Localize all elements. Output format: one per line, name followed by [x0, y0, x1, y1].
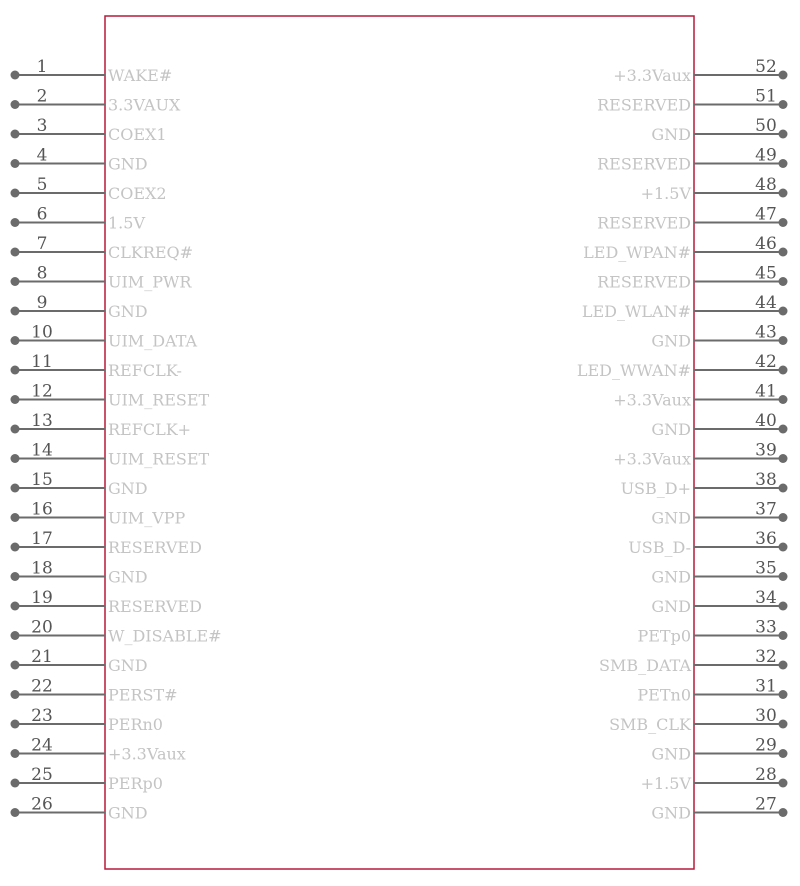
pin-number: 22 [31, 676, 53, 697]
component-outline [105, 16, 694, 869]
pin-46 [583, 234, 787, 262]
pin-number: 19 [31, 588, 53, 608]
pin-26 [11, 795, 148, 823]
pin-label: LED_WPAN# [583, 243, 691, 262]
pin-terminal-dot [779, 130, 788, 139]
pin-terminal-dot [779, 71, 788, 80]
pin-label: +3.3Vaux [108, 744, 186, 764]
pin-21 [11, 647, 148, 675]
pin-terminal-dot [11, 248, 20, 257]
pin-number: 28 [755, 765, 777, 785]
pin-label: GND [651, 744, 691, 764]
pin-38 [621, 470, 788, 498]
pin-terminal-dot [11, 307, 20, 316]
pin-label: RESERVED [597, 272, 691, 292]
pin-terminal-dot [11, 661, 20, 670]
pin-15 [11, 470, 148, 498]
pin-19 [11, 588, 202, 616]
pin-8 [11, 264, 193, 292]
pin-number: 10 [31, 322, 53, 343]
pin-number: 25 [31, 765, 53, 785]
pin-label: GND [651, 567, 691, 587]
pin-number: 45 [755, 263, 777, 284]
pin-terminal-dot [779, 159, 788, 168]
pin-label: LED_WWAN# [576, 361, 691, 380]
pin-18 [11, 559, 148, 587]
pin-label: +1.5V [640, 774, 691, 793]
pin-number: 9 [36, 293, 48, 313]
pin-label: GND [108, 154, 148, 174]
pin-label: WAKE# [108, 66, 173, 85]
pin-33 [637, 618, 787, 646]
pin-label: GND [108, 656, 148, 675]
pin-number: 42 [755, 352, 777, 372]
pin-terminal-dot [779, 248, 788, 257]
pin-label: REFCLK- [108, 361, 182, 380]
pin-40 [651, 411, 787, 439]
pin-22 [11, 677, 178, 705]
pin-terminal-dot [11, 543, 20, 552]
pin-number: 15 [31, 470, 53, 490]
pin-terminal-dot [779, 661, 788, 670]
pin-terminal-dot [11, 159, 20, 168]
pin-terminal-dot [11, 690, 20, 699]
pin-terminal-dot [11, 749, 20, 758]
pin-number: 1 [36, 57, 48, 77]
pin-20 [11, 618, 222, 646]
pin-number: 46 [755, 234, 777, 254]
pin-16 [11, 500, 186, 528]
pin-label: UIM_DATA [108, 331, 198, 351]
pin-terminal-dot [779, 189, 788, 198]
pin-number: 43 [755, 322, 777, 343]
pin-terminal-dot [11, 130, 20, 139]
pin-terminal-dot [11, 395, 20, 404]
pin-10 [11, 323, 198, 351]
pin-number: 11 [31, 352, 53, 372]
pin-terminal-dot [11, 572, 20, 581]
pin-label: COEX1 [108, 125, 167, 144]
pin-50 [651, 116, 787, 144]
pin-number: 6 [36, 204, 48, 225]
pin-35 [651, 559, 787, 587]
pin-12 [11, 382, 210, 410]
pin-label: 1.5V [108, 213, 145, 233]
pin-number: 36 [755, 529, 777, 549]
pin-terminal-dot [779, 631, 788, 640]
pin-label: USB_D- [628, 538, 691, 557]
pin-terminal-dot [11, 602, 20, 611]
pin-terminal-dot [779, 808, 788, 817]
pin-terminal-dot [779, 602, 788, 611]
pin-34 [651, 588, 787, 616]
pin-label: 3.3VAUX [108, 95, 181, 115]
pin-number: 40 [755, 411, 777, 431]
pin-17 [11, 529, 202, 557]
pin-37 [651, 500, 787, 528]
pin-39 [613, 441, 787, 469]
pin-terminal-dot [779, 454, 788, 463]
pin-number: 24 [31, 735, 53, 756]
pin-label: RESERVED [597, 154, 691, 174]
pin-25 [11, 765, 163, 793]
left-pin-column [11, 57, 222, 823]
pin-terminal-dot [11, 513, 20, 522]
pin-1 [11, 57, 173, 85]
pin-number: 41 [755, 381, 777, 402]
pin-number: 5 [36, 175, 48, 195]
pin-label: GND [651, 125, 691, 144]
pin-number: 8 [36, 263, 48, 284]
pin-14 [11, 441, 210, 469]
pin-23 [11, 706, 163, 734]
pin-label: CLKREQ# [108, 243, 194, 262]
pin-number: 26 [31, 794, 53, 815]
pin-42 [577, 352, 788, 380]
pin-label: +3.3Vaux [613, 66, 691, 85]
pin-label: +3.3Vaux [613, 449, 691, 469]
pin-terminal-dot [779, 307, 788, 316]
pin-terminal-dot [11, 277, 20, 286]
pin-terminal-dot [11, 366, 20, 375]
pin-terminal-dot [779, 484, 788, 493]
pin-label: PERn0 [108, 715, 163, 734]
pin-43 [651, 323, 787, 351]
pin-label: SMB_DATA [599, 656, 691, 675]
pin-41 [613, 382, 787, 410]
pin-label: GND [108, 479, 148, 498]
pin-48 [641, 175, 788, 203]
pin-label: +1.5V [640, 184, 691, 203]
pin-number: 51 [755, 86, 777, 107]
pin-label: GND [651, 597, 691, 616]
pin-44 [582, 293, 788, 321]
pin-number: 37 [755, 499, 777, 520]
pin-51 [597, 87, 787, 115]
pin-label: +3.3Vaux [613, 390, 691, 410]
pin-number: 14 [31, 440, 53, 461]
pin-label: SMB_CLK [609, 715, 691, 734]
pin-label: PETp0 [637, 626, 691, 646]
pin-28 [641, 765, 788, 793]
pin-terminal-dot [11, 808, 20, 817]
pin-number: 35 [755, 558, 777, 579]
pin-5 [11, 175, 167, 203]
pin-terminal-dot [779, 425, 788, 434]
pin-label: GND [651, 420, 691, 439]
pin-36 [628, 529, 787, 557]
pin-number: 29 [755, 735, 777, 756]
pin-label: W_DISABLE# [108, 626, 222, 646]
pin-terminal-dot [779, 366, 788, 375]
pin-number: 50 [755, 116, 777, 136]
pin-terminal-dot [11, 484, 20, 493]
pin-number: 52 [755, 57, 777, 77]
pin-number: 47 [755, 204, 777, 225]
pin-number: 44 [755, 293, 777, 313]
pin-terminal-dot [779, 513, 788, 522]
pin-6 [11, 205, 146, 233]
pin-label: GND [651, 803, 691, 823]
pin-29 [651, 736, 787, 764]
pin-terminal-dot [779, 277, 788, 286]
pin-terminal-dot [779, 779, 788, 788]
pin-11 [11, 352, 182, 380]
pin-label: PETn0 [637, 685, 691, 705]
pin-number: 4 [36, 145, 48, 166]
pin-label: GND [108, 302, 148, 321]
pin-label: RESERVED [108, 597, 202, 616]
pin-terminal-dot [11, 425, 20, 434]
pin-terminal-dot [779, 690, 788, 699]
pin-label: RESERVED [108, 538, 202, 557]
pin-45 [597, 264, 787, 292]
pin-terminal-dot [11, 100, 20, 109]
pin-number: 21 [31, 647, 53, 667]
pin-terminal-dot [779, 395, 788, 404]
pin-label: UIM_RESET [108, 390, 210, 410]
pin-number: 30 [755, 706, 777, 726]
pin-47 [597, 205, 787, 233]
pin-2 [11, 87, 181, 115]
pin-label: UIM_VPP [108, 508, 186, 528]
pin-number: 17 [31, 529, 53, 549]
pin-terminal-dot [779, 100, 788, 109]
pin-number: 16 [31, 499, 53, 520]
right-pin-column [577, 57, 788, 823]
pin-number: 20 [31, 617, 53, 638]
pin-terminal-dot [779, 543, 788, 552]
pin-terminal-dot [779, 749, 788, 758]
pin-number: 38 [755, 470, 777, 490]
pin-terminal-dot [11, 71, 20, 80]
pin-label: REFCLK+ [108, 420, 192, 439]
pin-terminal-dot [11, 218, 20, 227]
pin-7 [11, 234, 194, 262]
pin-label: RESERVED [597, 95, 691, 115]
pin-number: 13 [31, 411, 53, 431]
pin-13 [11, 411, 192, 439]
pin-52 [613, 57, 787, 85]
pin-49 [597, 146, 787, 174]
pin-label: GND [108, 803, 148, 823]
pin-terminal-dot [779, 218, 788, 227]
pin-label: PERp0 [108, 774, 163, 793]
pin-terminal-dot [779, 572, 788, 581]
pin-label: GND [651, 508, 691, 528]
pin-terminal-dot [11, 720, 20, 729]
pin-label: GND [651, 331, 691, 351]
pin-number: 31 [755, 676, 777, 697]
pin-terminal-dot [11, 336, 20, 345]
pin-label: PERST# [108, 685, 178, 705]
pin-number: 32 [755, 647, 777, 667]
pin-label: GND [108, 567, 148, 587]
pin-number: 3 [36, 116, 48, 136]
pin-number: 48 [755, 175, 777, 195]
pin-label: UIM_RESET [108, 449, 210, 469]
pin-number: 27 [755, 794, 777, 815]
pin-terminal-dot [779, 336, 788, 345]
pin-number: 18 [31, 558, 53, 579]
pin-27 [651, 795, 787, 823]
pin-terminal-dot [11, 189, 20, 198]
pin-30 [609, 706, 787, 734]
pin-number: 2 [36, 86, 48, 107]
pin-24 [11, 736, 186, 764]
pin-label: COEX2 [108, 184, 167, 203]
pin-3 [11, 116, 167, 144]
pin-terminal-dot [11, 454, 20, 463]
pin-terminal-dot [11, 631, 20, 640]
pin-number: 39 [755, 440, 777, 461]
pin-terminal-dot [11, 779, 20, 788]
pin-number: 12 [31, 381, 53, 402]
pin-number: 49 [755, 145, 777, 166]
pin-number: 23 [31, 706, 53, 726]
pin-terminal-dot [779, 720, 788, 729]
pin-number: 7 [36, 234, 48, 254]
pin-label: RESERVED [597, 213, 691, 233]
pin-31 [637, 677, 787, 705]
pin-label: UIM_PWR [108, 272, 192, 292]
pin-label: USB_D+ [620, 479, 691, 498]
pin-4 [11, 146, 148, 174]
pin-9 [11, 293, 148, 321]
pin-number: 34 [755, 588, 777, 608]
pin-number: 33 [755, 617, 777, 638]
pin-label: LED_WLAN# [581, 302, 691, 321]
